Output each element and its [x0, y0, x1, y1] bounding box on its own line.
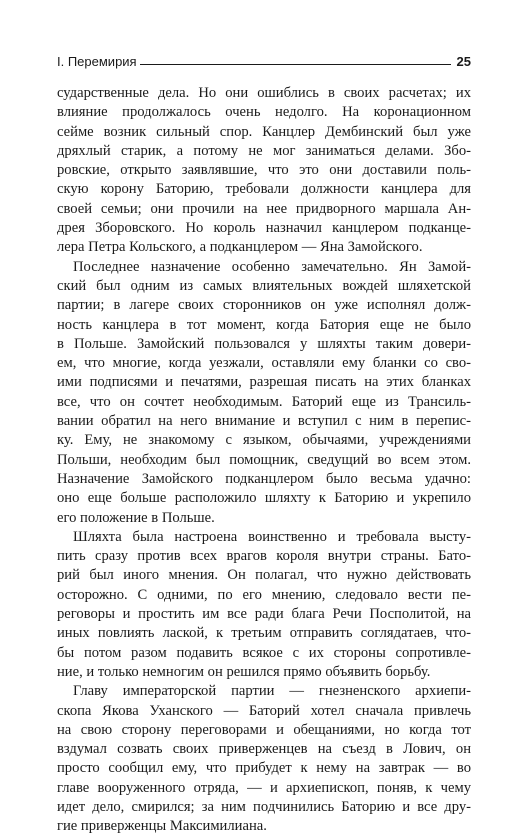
paragraph — [57, 682, 471, 836]
text-line: все, что он сочтет необходимым. Баторий еще из Трансиль- — [57, 393, 471, 410]
text-line: влияние продолжалось очень недолго. На коронационном — [57, 104, 471, 121]
text-line: лера Петра Кольского, а подканцлером — Яна Замойского. — [57, 239, 423, 256]
text-line: рий был иного мнения. Он полагал, что нужно действовать — [57, 567, 471, 584]
text-line: скую корону Баторию, требовали должности канцлера для — [57, 181, 471, 198]
text-line: скопа Якова Уханского — Баторий хотел сначала привлечь — [57, 702, 471, 719]
text-line: ку. Ему, не знакомому с языком, обычаями, учреждениями — [57, 432, 471, 449]
paragraph — [57, 258, 471, 528]
text-line: ими подписями и печатями, разрешая писать на этих бланках — [57, 374, 471, 391]
text-line: дряхлый старик, а потому не мог заниматься делами. Збо- — [57, 142, 471, 159]
paragraph — [57, 528, 471, 682]
text-line: реговоры и простить им все ради блага Речи Посполитой, на — [57, 606, 471, 623]
text-line: Последнее назначение особенно замечательно. Ян Замой- — [73, 258, 471, 275]
chapter-title: I. Перемирия — [57, 54, 137, 69]
text-line: ность канцлера в тот момент, когда Батория еще не было — [57, 316, 471, 333]
text-line: пить сразу против всех врагов короля внутри страны. Бато- — [57, 548, 471, 565]
text-line: его положение в Польше. — [57, 509, 215, 526]
text-line: идет дело, смирился; за ним подчинились Баторию и все дру- — [57, 798, 471, 815]
text-line: партии; в лагере своих сторонников он уже исполнял долж- — [57, 297, 471, 314]
text-line: ровские, открыто заявлявшие, что это они доставили поль- — [57, 162, 471, 179]
running-header — [57, 49, 471, 69]
text-line: иных повлиять лаской, к третьим отправить соглядатаев, что- — [57, 625, 471, 642]
text-line: вании обратил на него внимание и вступил с ним в перепис- — [57, 413, 471, 430]
text-line: ем, что многие, когда уезжали, оставляли ему бланки со сво- — [57, 355, 471, 372]
text-line: вздумал созвать своих приверженцев на съезд в Лович, он — [57, 741, 471, 758]
text-line: своей семьи; они прочили на нее придворного маршала Ан- — [57, 200, 471, 217]
text-line: дрея Зборовского. Но король назначил канцлером подканце- — [57, 220, 471, 237]
text-line: Шляхта была настроена воинственно и требовала высту- — [73, 528, 471, 545]
text-line: бы потом разом подавить всякое с их стороны сопротивле- — [57, 644, 471, 661]
text-line: гие приверженцы Максимилиана. — [57, 818, 267, 835]
text-line: главе вооруженного отряда, — и архиепископ, поняв, к чему — [57, 779, 471, 796]
header-rule — [140, 64, 451, 65]
text-line: осторожно. С одними, по его мнению, следовало вести пе- — [57, 586, 471, 603]
text-line: Польши, необходим был помощник, сведущий во всем этом. — [57, 451, 471, 468]
body-text — [57, 84, 471, 837]
text-line: ский был одним из самых влиятельных вождей шляхетской — [57, 277, 471, 294]
text-line: Главу императорской партии — гнезненского архиепи- — [73, 683, 471, 700]
text-line: оно еще больше расположило шляхту к Баторию и укрепило — [57, 490, 471, 507]
paragraph — [57, 84, 471, 258]
text-line: просто сообщил ему, что прибудет к нему на завтрак — во — [57, 760, 471, 777]
text-line: сударственные дела. Но они ошиблись в своих расчетах; их — [57, 85, 471, 101]
page-number: 25 — [456, 54, 471, 69]
text-line: ние, и только немногим он решился прямо объявить борьбу. — [57, 663, 431, 680]
text-line: Назначение Замойского подканцлером было весьма удачно: — [57, 470, 471, 487]
text-line: в Польше. Замойский пользовался у шляхты таким довери- — [57, 335, 471, 352]
text-line: сейме возник сильный спор. Канцлер Дембинский был уже — [57, 123, 471, 140]
text-line: на свою сторону переговорами и обещаниями, но когда тот — [57, 721, 471, 738]
